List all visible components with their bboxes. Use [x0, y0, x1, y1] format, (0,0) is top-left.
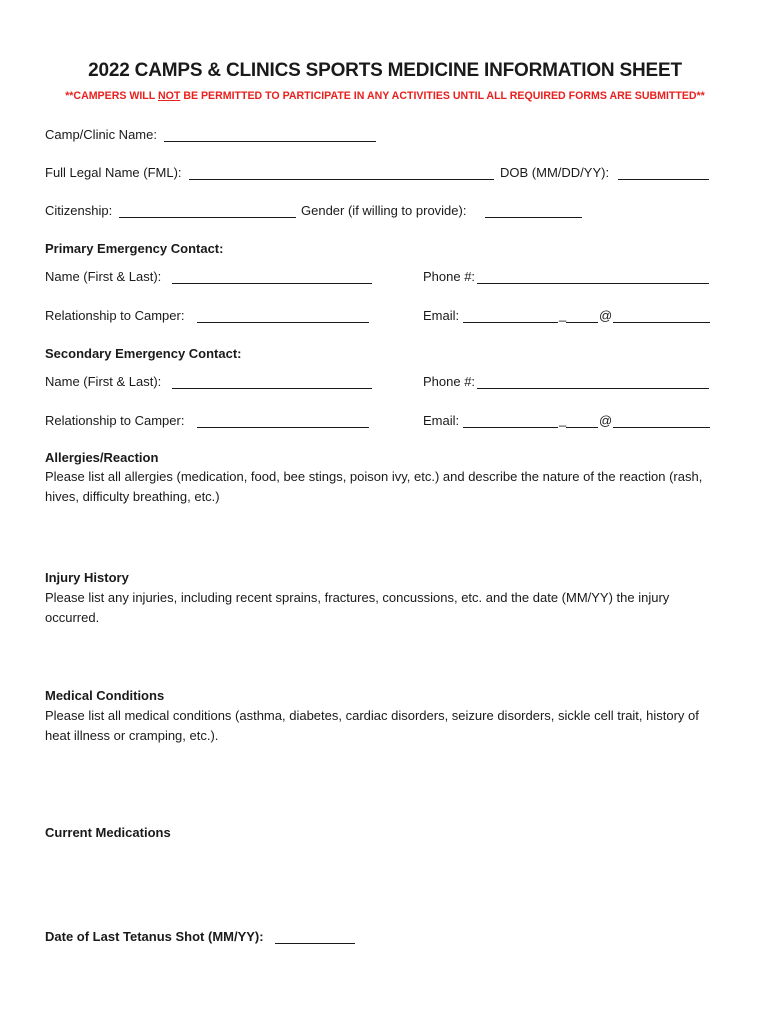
secondary-email-domain-field[interactable]: [613, 427, 710, 428]
secondary-email-user-field-2[interactable]: [566, 427, 598, 428]
secondary-phone-field[interactable]: [477, 388, 709, 389]
injury-history-heading: Injury History: [45, 570, 129, 585]
submission-warning: [0, 90, 770, 102]
primary-email-user-field-2[interactable]: [566, 322, 598, 323]
warning-prefix: **CAMPERS WILL: [65, 90, 158, 102]
page-title: 2022 CAMPS & CLINICS SPORTS MEDICINE INFORMATION SHEET: [88, 60, 682, 81]
primary-name-label: Name (First & Last):: [45, 269, 162, 284]
warning-suffix: BE PERMITTED TO PARTICIPATE IN ANY ACTIVITIES UNTIL ALL REQUIRED FORMS ARE SUBMITTED**: [180, 90, 705, 102]
secondary-contact-heading: Secondary Emergency Contact:: [45, 346, 242, 361]
primary-email-domain-field[interactable]: [613, 322, 710, 323]
primary-relationship-label: Relationship to Camper:: [45, 308, 185, 323]
tetanus-label: Date of Last Tetanus Shot (MM/YY):: [45, 929, 264, 944]
primary-phone-field[interactable]: [477, 283, 709, 284]
secondary-email-label: Email:: [423, 413, 460, 428]
camp-clinic-name-field[interactable]: [164, 141, 376, 142]
secondary-email-user-field[interactable]: [463, 427, 558, 428]
secondary-email-at: @: [599, 413, 613, 428]
primary-email-separator: _: [559, 307, 567, 322]
primary-email-label: Email:: [423, 308, 460, 323]
secondary-email-separator: _: [559, 412, 567, 427]
primary-phone-label: Phone #:: [423, 269, 476, 284]
secondary-relationship-label: Relationship to Camper:: [45, 413, 185, 428]
medical-conditions-instructions: Please list all medical conditions (asthma, diabetes, cardiac disorders, seizure disorders, sickle cell trait, history of heat illness or cramping, etc.).: [45, 708, 699, 743]
primary-relationship-field[interactable]: [197, 322, 369, 323]
tetanus-date-field[interactable]: [275, 943, 355, 944]
citizenship-field[interactable]: [119, 217, 296, 218]
primary-email-user-field[interactable]: [463, 322, 558, 323]
warning-not-emphasis: NOT: [158, 90, 181, 102]
secondary-relationship-field[interactable]: [197, 427, 369, 428]
camp-clinic-name-label: Camp/Clinic Name:: [45, 127, 157, 142]
citizenship-label: Citizenship:: [45, 203, 113, 218]
full-legal-name-field[interactable]: [189, 179, 494, 180]
secondary-name-label: Name (First & Last):: [45, 374, 162, 389]
dob-field[interactable]: [618, 179, 709, 180]
allergies-heading: Allergies/Reaction: [45, 450, 159, 465]
primary-contact-heading: Primary Emergency Contact:: [45, 241, 224, 256]
dob-label: DOB (MM/DD/YY):: [500, 165, 610, 180]
allergies-instructions: Please list all allergies (medication, food, bee stings, poison ivy, etc.) and describe the nature of the reaction (rash, hives, difficulty breathing, etc.): [45, 469, 703, 504]
primary-email-at: @: [599, 308, 613, 323]
gender-field[interactable]: [485, 217, 582, 218]
primary-name-field[interactable]: [172, 283, 372, 284]
gender-label: Gender (if willing to provide):: [301, 203, 467, 218]
current-medications-heading: Current Medications: [45, 825, 171, 840]
injury-history-instructions: Please list any injuries, including recent sprains, fractures, concussions, etc. and the date (MM/YY) the injury occurred.: [45, 590, 670, 625]
full-legal-name-label: Full Legal Name (FML):: [45, 165, 182, 180]
secondary-phone-label: Phone #:: [423, 374, 476, 389]
medical-conditions-heading: Medical Conditions: [45, 688, 165, 703]
secondary-name-field[interactable]: [172, 388, 372, 389]
